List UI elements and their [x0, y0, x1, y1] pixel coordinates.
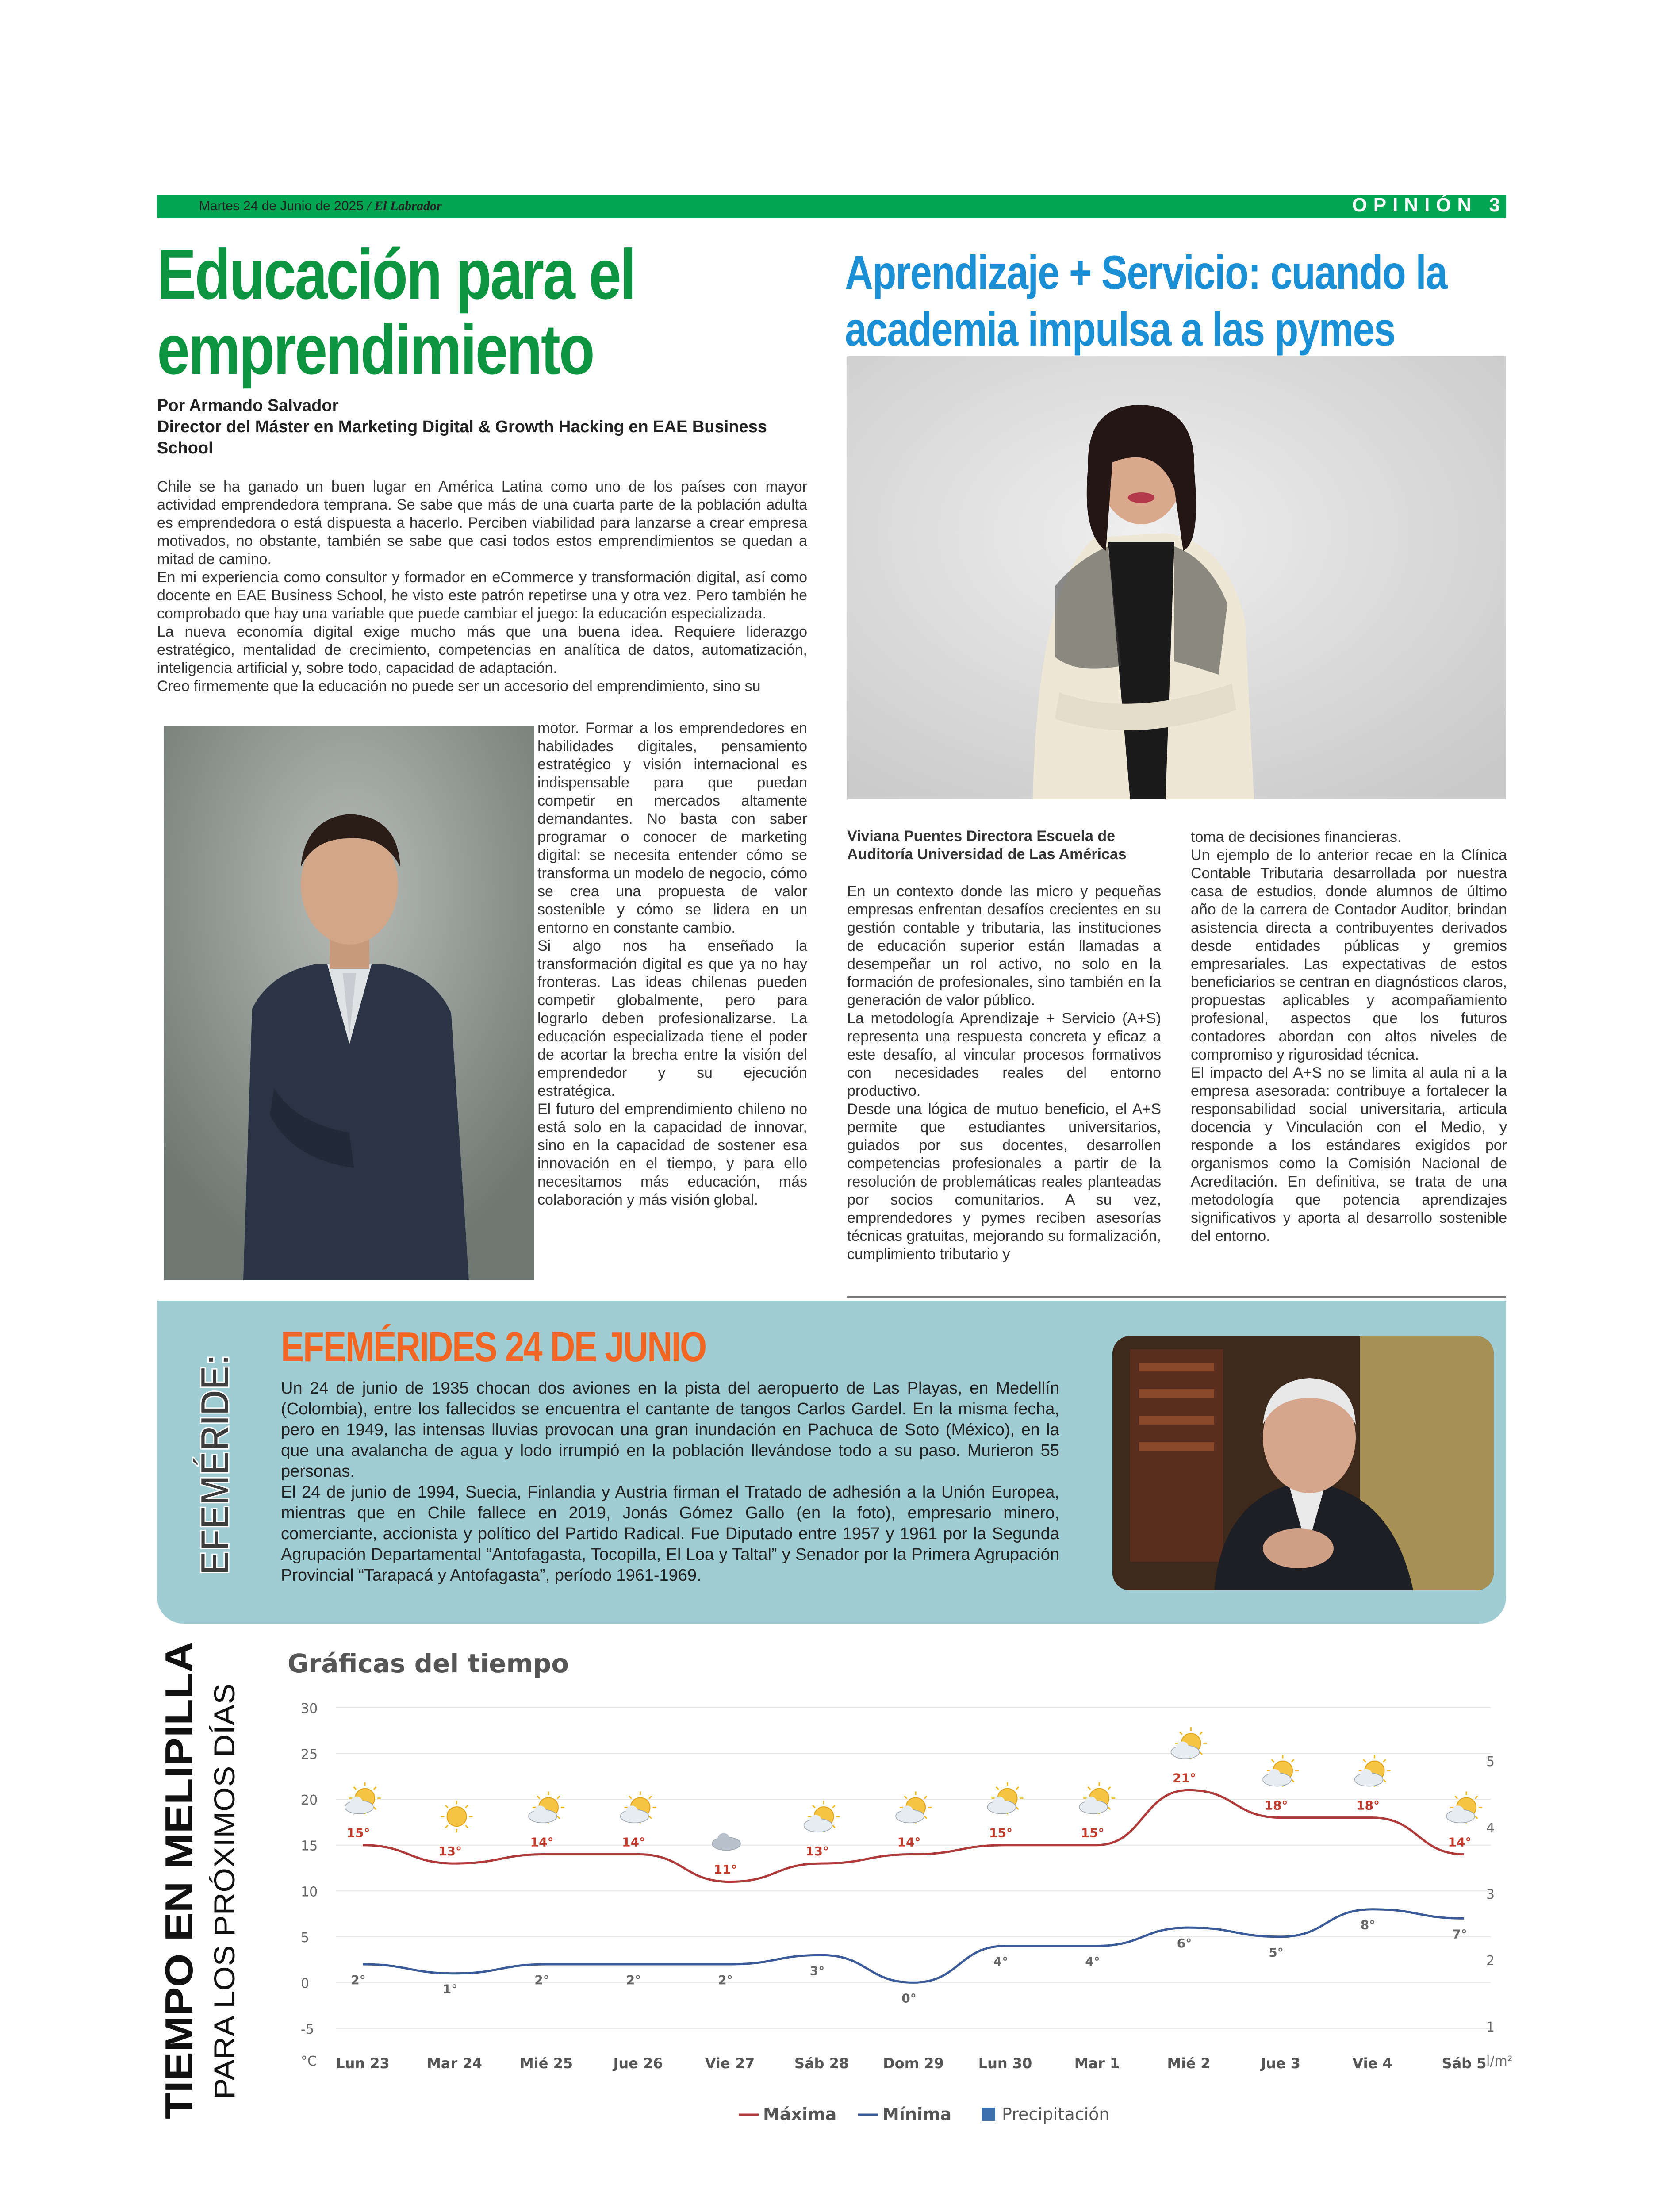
sun-ray	[832, 1805, 835, 1808]
min-temp-label: 2°	[534, 1973, 549, 1987]
sun-ray	[374, 1787, 376, 1790]
x-category-label: Jue 3	[1261, 2055, 1300, 2072]
sun-cloud-icon	[988, 1782, 1024, 1814]
max-temp-label: 15°	[989, 1825, 1012, 1840]
cloud-puff	[626, 1805, 638, 1818]
sun-ray	[445, 1805, 448, 1808]
legend-label: Máxima	[763, 2104, 837, 2124]
cloud-sun-icon	[1355, 1755, 1391, 1787]
weather-vertical-title: TIEMPO EN MELIPILLA	[157, 1689, 201, 2119]
x-category-label: Jue 26	[613, 2055, 663, 2072]
sun-shape	[447, 1807, 467, 1826]
sun-ray	[924, 1816, 927, 1819]
elderly-man-illustration	[1112, 1336, 1494, 1590]
max-temp-label: 18°	[1356, 1798, 1380, 1813]
max-temp-label: 14°	[622, 1835, 645, 1850]
sun-cloud-icon	[621, 1791, 656, 1823]
columnist-caption: Viviana Puentes Directora Escuela de Auditoría Universidad de Las Américas	[847, 828, 1127, 863]
author-name: Por Armando Salvador	[157, 396, 339, 415]
sun-ray	[1200, 1732, 1202, 1735]
x-category-label: Lun 30	[978, 2055, 1032, 2072]
paragraph: Un 24 de junio de 1935 chocan dos aviones en la pista del aeropuerto de Las Playas, en Medellín (Colombia), entre los fallecidos se encuentra el cantante de tangos Carlos Gardel. En la misma fecha, pero en 1949, las intensas lluvias provocan una gran inundación en Pachuca de Soto (México), en la que una avalancha de agua y lodo irrumpió en la población llevándose todo a su paso. Murieron 55 personas.	[281, 1379, 1059, 1481]
legend-label: Mínima	[882, 2104, 952, 2124]
sun-ray	[1272, 1759, 1274, 1762]
min-temperature-line	[363, 1909, 1464, 1983]
cloud-puff	[993, 1797, 1005, 1809]
x-category-label: Lun 23	[336, 2055, 390, 2072]
y-tick-label: °C	[301, 2054, 317, 2069]
header-date-line	[199, 196, 442, 216]
article-left-body-narrow	[537, 719, 807, 1209]
sun-ray	[1475, 1796, 1478, 1799]
min-temp-label: 8°	[1360, 1917, 1376, 1932]
y-tick-label: 20	[301, 1793, 318, 1809]
sun-cloud-icon	[1263, 1755, 1299, 1787]
y-tick-label: -5	[301, 2022, 314, 2037]
cloud-puff	[809, 1815, 822, 1827]
paragraph: motor. Formar a los emprendedores en habilidades digitales, pensamiento estratégico y visión internacional es indispensable para que puedan competir en mercados altamente demandantes. No basta con saber programar o conocer de marketing digital: se necesita entender cómo se transforma un modelo de negocio, cómo se crea una propuesta de valor sostenible y cómo se lidera en un entorno en constante cambio.	[537, 720, 807, 936]
paragraph: Si algo nos ha enseñado la transformación digital es que ya no hay fronteras. Las ideas chilenas pueden competir globalmente, pero para lograrlo deben profesionalizarse. La educación especializada tiene el poder de acortar la brecha entre la visión del emprendedor y su ejecución estratégica.	[537, 937, 807, 1099]
article-left-body-full	[157, 478, 807, 695]
author-photo	[164, 726, 534, 1280]
max-temp-label: 18°	[1264, 1798, 1288, 1813]
paragraph: La nueva economía digital exige mucho más que una buena idea. Requiere liderazgo estratégico, mentalidad de crecimiento, competencias en analítica de datos, automatización, inteligencia artificial y, sobre todo, capacidad de adaptación.	[157, 623, 807, 676]
weather-vertical-subtitle: PARA LOS PRÓXIMOS DÍAS	[208, 1715, 241, 2099]
sun-ray	[1200, 1752, 1202, 1755]
paragraph: El impacto del A+S no se limita al aula ni a la empresa asesorada: contribuye a fortalecer la responsabilidad social universitaria, articula docencia y Vinculación con el Medio, y responde a los estándares exigidos por organismos como la Comisión Nacional de Acreditación. En definitiva, se trata de una metodología que potencia aprendizajes significativos y aporta al desarrollo sostenible del entorno.	[1191, 1064, 1507, 1244]
x-category-label: Mié 2	[1167, 2055, 1211, 2072]
man-portrait-illustration	[164, 726, 534, 1280]
sun-ray	[1108, 1787, 1111, 1790]
legend-swatch	[982, 2108, 995, 2121]
sun-ray	[1180, 1732, 1182, 1735]
y-tick-label: 25	[301, 1747, 318, 1763]
x-category-label: Dom 29	[883, 2055, 944, 2072]
max-temp-label: 11°	[713, 1862, 737, 1877]
article-left-title: Educación para el emprendimiento	[157, 234, 635, 389]
sun-ray	[537, 1796, 540, 1799]
weather-chart	[265, 1637, 1526, 2137]
sun-ray	[1108, 1807, 1111, 1810]
section-divider	[847, 1296, 1506, 1298]
article-right-title: Aprendizaje + Servicio: cuando la academia impulsa a las pymes	[845, 246, 1447, 356]
article-left-byline	[157, 395, 807, 459]
author-role: Director del Máster en Marketing Digital & Growth Hacking en EAE Business School	[157, 418, 767, 457]
min-temp-label: 4°	[993, 1954, 1009, 1969]
max-temp-label: 14°	[1448, 1835, 1472, 1850]
sun-cloud-icon	[345, 1782, 381, 1814]
woman-portrait-illustration	[847, 356, 1506, 799]
cloud-puff	[1360, 1769, 1373, 1782]
cloud-puff	[1177, 1741, 1189, 1754]
y2-tick-label: 5	[1486, 1754, 1495, 1770]
sun-ray	[649, 1816, 652, 1819]
sun-ray	[1475, 1816, 1478, 1819]
sun-ray	[1292, 1779, 1294, 1782]
efemerides-photo	[1112, 1336, 1494, 1590]
max-temp-label: 13°	[438, 1844, 462, 1859]
cloud-puff	[717, 1833, 730, 1846]
paragraph: Un ejemplo de lo anterior recae en la Clínica Contable Tributaria desarrollada por nuestra casa de estudios, donde alumnos de último año de la carrera de Contador Auditor, brindan asistencia directa a contribuyentes derivados desde entidades públicas y gremios empresariales. Las expectativas de estos beneficiarios se centran en diagnósticos claros, propuestas aplicables y acompañamiento profesional, aspectos que los futuros contadores abordan con altos niveles de compromiso y rigurosidad técnica.	[1191, 847, 1507, 1063]
weather-vertical-titles	[146, 1637, 248, 2124]
max-temp-label: 15°	[346, 1825, 370, 1840]
sun-ray	[1383, 1779, 1386, 1782]
cloud-sun-icon	[1446, 1791, 1482, 1823]
chart-title: Gráficas del tiempo	[288, 1648, 569, 1678]
article-right-body-col2	[1191, 828, 1507, 1245]
y-tick-label: 30	[301, 1701, 318, 1717]
sun-ray	[354, 1787, 357, 1790]
sun-ray	[629, 1796, 632, 1799]
weather-chart-svg	[265, 1637, 1526, 2137]
cloud-puff	[901, 1805, 913, 1818]
efemerides-text	[281, 1378, 1059, 1586]
sun-cloud-icon	[1171, 1727, 1207, 1759]
sun-ray	[1088, 1787, 1091, 1790]
min-temp-label: 3°	[809, 1963, 825, 1978]
paragraph: El 24 de junio de 1994, Suecia, Finlandia y Austria firman el Tratado de adhesión a la Unión Europea, mientras que en Chile fallece en 2019, Jonás Gómez Gallo (en la foto), empresario minero, comerciante, accionista y político del Partido Radical. Fue Diputado entre 1957 y 1961 por la Segunda Agrupación Departamental “Antofagasta, Tocopilla, El Loa y Taltal” y Senador por la Primera Agrupación Provincial “Tarapacá y Antofagasta”, período 1961-1969.	[281, 1483, 1059, 1585]
paragraph: Desde una lógica de mutuo beneficio, el A+S permite que estudiantes universitarios, guiados por sus docentes, desarrollen competencias profesionales a partir de la resolución de problemáticas reales planteadas por socios comunitarios. A su vez, emprendedores y pymes reciben asesorías técnicas gratuitas, mejorando su formalización, cumplimiento tributario y	[847, 1101, 1161, 1263]
sun-ray	[557, 1816, 560, 1819]
sun-ray	[465, 1825, 468, 1828]
min-temp-label: 5°	[1269, 1945, 1284, 1960]
y-tick-label: 10	[301, 1884, 318, 1900]
paragraph: El futuro del emprendimiento chileno no está solo en la capacidad de innovar, sino en la capacidad de sostener esa innovación en el tiempo, y para ello necesitamos más educación, más colaboración y más visión global.	[537, 1101, 807, 1208]
max-temp-label: 15°	[1081, 1825, 1104, 1840]
sun-ray	[996, 1787, 999, 1790]
min-temp-label: 2°	[351, 1973, 366, 1987]
efemerides-title: EFEMÉRIDES 24 DE JUNIO	[281, 1323, 706, 1371]
sun-cloud-icon	[804, 1801, 840, 1832]
min-temp-label: 2°	[626, 1973, 641, 1987]
legend-label: Precipitación	[1002, 2104, 1110, 2124]
y2-tick-label: l/m²	[1486, 2054, 1513, 2069]
section-label: OPINIÓN 3	[1352, 194, 1506, 216]
sun-ray	[813, 1805, 815, 1808]
min-temp-label: 2°	[718, 1973, 733, 1987]
y-tick-label: 15	[301, 1838, 318, 1854]
sun-ray	[374, 1807, 376, 1810]
x-category-label: Mar 1	[1074, 2055, 1120, 2072]
max-temp-label: 14°	[530, 1835, 554, 1850]
paragraph: toma de decisiones financieras.	[1191, 829, 1402, 845]
x-category-label: Vie 27	[705, 2055, 755, 2072]
sun-ray	[1016, 1787, 1019, 1790]
sun-ray	[465, 1805, 468, 1808]
y2-tick-label: 3	[1486, 1887, 1495, 1902]
min-temp-label: 1°	[442, 1982, 458, 1997]
x-category-label: Sáb 5	[1442, 2055, 1487, 2072]
x-category-label: Vie 4	[1352, 2055, 1392, 2072]
cloud-puff	[350, 1797, 363, 1809]
header-date: Martes 24 de Junio de 2025	[199, 199, 364, 213]
min-temp-label: 0°	[901, 1991, 917, 2006]
sun-ray	[1292, 1759, 1294, 1762]
paragraph: En un contexto donde las micro y pequeñas empresas enfrentan desafíos crecientes en su gestión contable y tributaria, las instituciones de educación superior están llamadas a desempeñar un rol activo, no solo en la formación de profesionales, sino también en la generación de valor público.	[847, 883, 1161, 1009]
paragraph: En mi experiencia como consultor y formador en eCommerce y transformación digital, así como docente en EAE Business School, he visto este patrón repetirse una y otra vez. Pero también he comprobado que hay una variable que puede cambiar el juego: la educación especializada.	[157, 569, 807, 622]
header-separator: /	[367, 199, 371, 213]
columnist-photo	[847, 356, 1506, 799]
x-category-label: Mar 24	[427, 2055, 482, 2072]
y2-tick-label: 2	[1486, 1953, 1495, 1969]
max-temp-label: 21°	[1173, 1770, 1196, 1786]
sun-ray	[1383, 1759, 1386, 1762]
cloud-puff	[1085, 1797, 1097, 1809]
sun-ray	[905, 1796, 907, 1799]
publication-name: El Labrador	[374, 199, 442, 213]
cloud-puff	[1268, 1769, 1281, 1782]
efemerides-vertical-label-wrap	[187, 1349, 244, 1579]
sun-ray	[924, 1796, 927, 1799]
sun-ray	[1016, 1807, 1019, 1810]
max-temp-label: 14°	[897, 1835, 921, 1850]
x-category-label: Mié 25	[519, 2055, 573, 2072]
min-temp-label: 6°	[1177, 1936, 1192, 1951]
cloud-icon	[712, 1833, 740, 1851]
sun-ray	[832, 1825, 835, 1828]
sun-ray	[445, 1825, 448, 1828]
efemerides-vertical-label: EFEMÉRIDE:	[192, 1349, 238, 1575]
sun-cloud-icon	[529, 1791, 564, 1823]
cloud-puff	[534, 1805, 546, 1818]
sun-ray	[1363, 1759, 1366, 1762]
sun-cloud-icon	[1079, 1782, 1115, 1814]
sun-ray	[557, 1796, 560, 1799]
x-category-label: Sáb 28	[794, 2055, 849, 2072]
sun-cloud-icon	[896, 1791, 932, 1823]
article-right-body-col1	[847, 883, 1161, 1263]
sun-ray	[649, 1796, 652, 1799]
min-temp-label: 4°	[1085, 1954, 1100, 1969]
sun-icon	[441, 1801, 473, 1832]
sun-ray	[1455, 1796, 1458, 1799]
paragraph: Creo firmemente que la educación no puede ser un accesorio del emprendimiento, sino su	[157, 678, 761, 695]
y2-tick-label: 1	[1486, 2020, 1495, 2035]
y-tick-label: 0	[301, 1976, 310, 1992]
y-tick-label: 5	[301, 1930, 310, 1946]
cloud-puff	[1452, 1805, 1464, 1818]
y2-tick-label: 4	[1486, 1820, 1495, 1836]
paragraph: La metodología Aprendizaje + Servicio (A+S) representa una respuesta concreta y eficaz a este desafío, al vincular procesos formativos con necesidades reales del entorno productivo.	[847, 1010, 1161, 1099]
min-temp-label: 7°	[1452, 1927, 1467, 1942]
paragraph: Chile se ha ganado un buen lugar en América Latina como uno de los países con mayor actividad emprendedora temprana. Se sabe que más de una cuarta parte de la población adulta es emprendedora o está dispuesta a hacerlo. Perciben viabilidad para lanzarse a crear empresa motivados, no obstante, también se sabe que casi todos estos emprendimientos se quedan a mitad de camino.	[157, 478, 807, 568]
max-temp-label: 13°	[805, 1844, 829, 1859]
